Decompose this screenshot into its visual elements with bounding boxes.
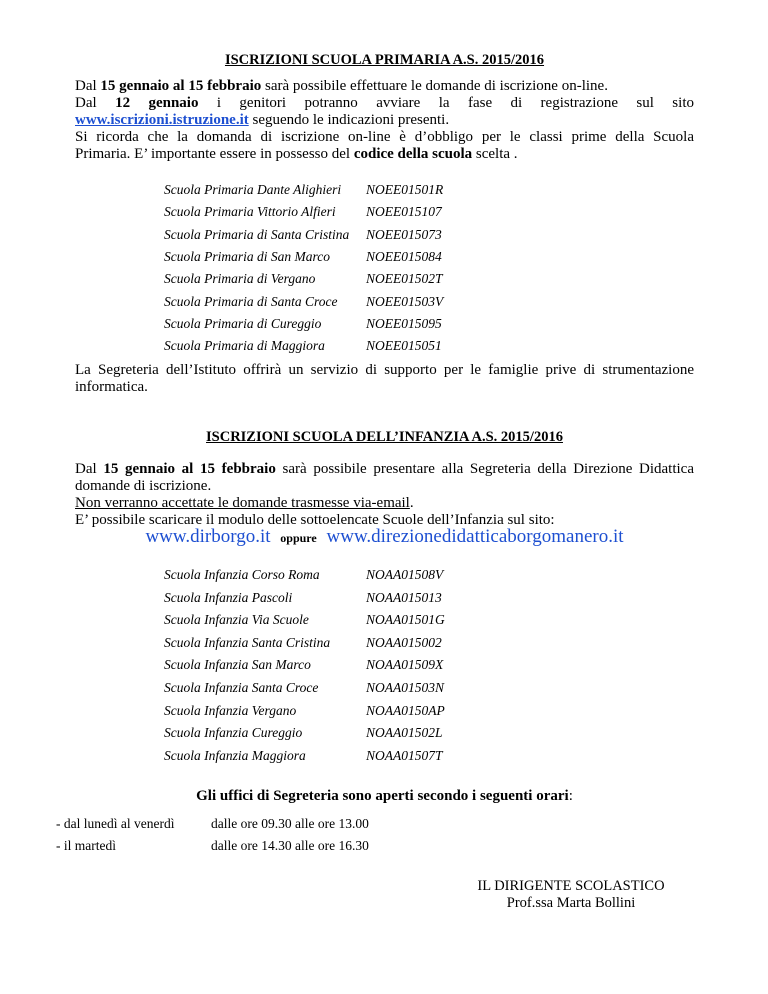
infanzia-line-3: Non verranno accettate le domande trasmesse via-email. bbox=[75, 495, 414, 511]
school-name: Scuola Primaria Dante Alighieri bbox=[164, 182, 342, 197]
dirborgo-link[interactable]: www.dirborgo.it bbox=[145, 526, 271, 547]
school-name: Scuola Infanzia Santa Cristina bbox=[164, 634, 331, 650]
infanzia-sites bbox=[75, 528, 694, 547]
school-name: Scuola Infanzia San Marco bbox=[164, 657, 311, 673]
hours-day: - il martedì bbox=[56, 838, 116, 853]
school-code: NOAA015013 bbox=[366, 589, 442, 605]
codice-scuola: codice della scuola bbox=[353, 146, 473, 162]
uffici-heading: Gli uffici di Segreteria sono aperti secondo i seguenti orari: bbox=[196, 788, 573, 804]
school-code: NOAA0150AP bbox=[366, 702, 445, 718]
school-name: Scuola Infanzia Vergano bbox=[164, 702, 297, 718]
school-code: NOEE015107 bbox=[366, 204, 442, 220]
infanzia-line-2: domande di iscrizione. bbox=[75, 478, 212, 494]
primaria-line-3: www.iscrizioni.istruzione.it seguendo le indicazioni presenti. bbox=[75, 112, 450, 128]
school-code: NOAA01509X bbox=[366, 657, 444, 673]
school-name: Scuola Infanzia Cureggio bbox=[164, 725, 303, 741]
primaria-line-5: Primaria. E’ importante essere in possesso del codice della scuola scelta . bbox=[75, 146, 518, 162]
infanzia-line-4: E’ possibile scaricare il modulo delle sottoelencate Scuole dell’Infanzia sul sito: bbox=[75, 512, 555, 528]
hours-time: dalle ore 14.30 alle ore 16.30 bbox=[211, 838, 369, 853]
school-code: NOAA01501G bbox=[366, 612, 445, 628]
signature-name: Prof.ssa Marta Bollini bbox=[506, 895, 636, 911]
school-name: Scuola Infanzia Maggiora bbox=[164, 747, 306, 763]
primaria-line-2: Dal 12 gennaio i genitori potranno avviare la fase di registrazione sul sito bbox=[75, 95, 694, 111]
direzione-link[interactable]: www.direzionedidatticaborgomanero.it bbox=[326, 526, 624, 547]
school-name: Scuola Infanzia Pascoli bbox=[164, 589, 293, 605]
school-code: NOAA01503N bbox=[366, 680, 445, 695]
school-code: NOEE01502T bbox=[366, 271, 443, 287]
infanzia-title: ISCRIZIONI SCUOLA DELL’INFANZIA A.S. 2015/2016 bbox=[206, 429, 563, 445]
primaria-line-1: Dal 15 gennaio al 15 febbraio sarà possibile effettuare le domande di iscrizione on-line. bbox=[75, 78, 608, 94]
school-name: Scuola Primaria di San Marco bbox=[164, 248, 330, 264]
infanzia-dates: 15 gennaio al 15 febbraio bbox=[103, 461, 276, 477]
school-code: NOEE01501R bbox=[366, 182, 444, 197]
infanzia-line-1: Dal 15 gennaio al 15 febbraio sarà possibile presentare alla Segreteria della Direzione Didattica bbox=[75, 461, 694, 477]
primaria-dates: 15 gennaio al 15 febbraio bbox=[100, 78, 262, 94]
school-code: NOAA01507T bbox=[366, 747, 443, 763]
primaria-title: ISCRIZIONI SCUOLA PRIMARIA A.S. 2015/2016 bbox=[224, 52, 545, 68]
oppure-label: oppure bbox=[280, 531, 317, 545]
school-name: Scuola Primaria Vittorio Alfieri bbox=[164, 204, 336, 220]
school-name: Scuola Primaria di Cureggio bbox=[164, 315, 322, 331]
infanzia-intro bbox=[75, 461, 694, 529]
school-code: NOEE015095 bbox=[366, 315, 442, 331]
primaria-intro bbox=[75, 78, 694, 163]
hours-time: dalle ore 09.30 alle ore 13.00 bbox=[211, 816, 369, 831]
school-name: Scuola Primaria di Santa Croce bbox=[164, 293, 338, 309]
school-name: Scuola Primaria di Santa Cristina bbox=[164, 226, 350, 242]
primaria-line-4: Si ricorda che la domanda di iscrizione on-line è d’obbligo per le classi prime della Scuola bbox=[75, 129, 694, 145]
signature-role: IL DIRIGENTE SCOLASTICO bbox=[477, 878, 665, 894]
school-code: NOEE015073 bbox=[366, 226, 442, 242]
iscrizioni-link[interactable]: www.iscrizioni.istruzione.it bbox=[75, 112, 249, 128]
school-name: Scuola Primaria di Maggiora bbox=[164, 338, 325, 354]
school-name: Scuola Primaria di Vergano bbox=[164, 271, 316, 287]
segreteria-support-note: La Segreteria dell’Istituto offrirà un servizio di supporto per le famiglie prive di strumentazione informatica. bbox=[75, 362, 694, 395]
school-code: NOAA01502L bbox=[366, 725, 443, 741]
school-code: NOEE015084 bbox=[366, 248, 442, 264]
school-code: NOAA01508V bbox=[366, 567, 444, 582]
school-name: Scuola Infanzia Corso Roma bbox=[164, 567, 320, 582]
school-code: NOAA015002 bbox=[366, 634, 442, 650]
school-name: Scuola Infanzia Via Scuole bbox=[164, 612, 309, 628]
signature-block bbox=[473, 878, 669, 912]
primaria-registration-date: 12 gennaio bbox=[115, 95, 199, 111]
school-code: NOEE015051 bbox=[366, 338, 442, 354]
school-name: Scuola Infanzia Santa Croce bbox=[164, 680, 319, 695]
school-code: NOEE01503V bbox=[366, 293, 444, 309]
hours-day: - dal lunedì al venerdì bbox=[56, 816, 175, 831]
